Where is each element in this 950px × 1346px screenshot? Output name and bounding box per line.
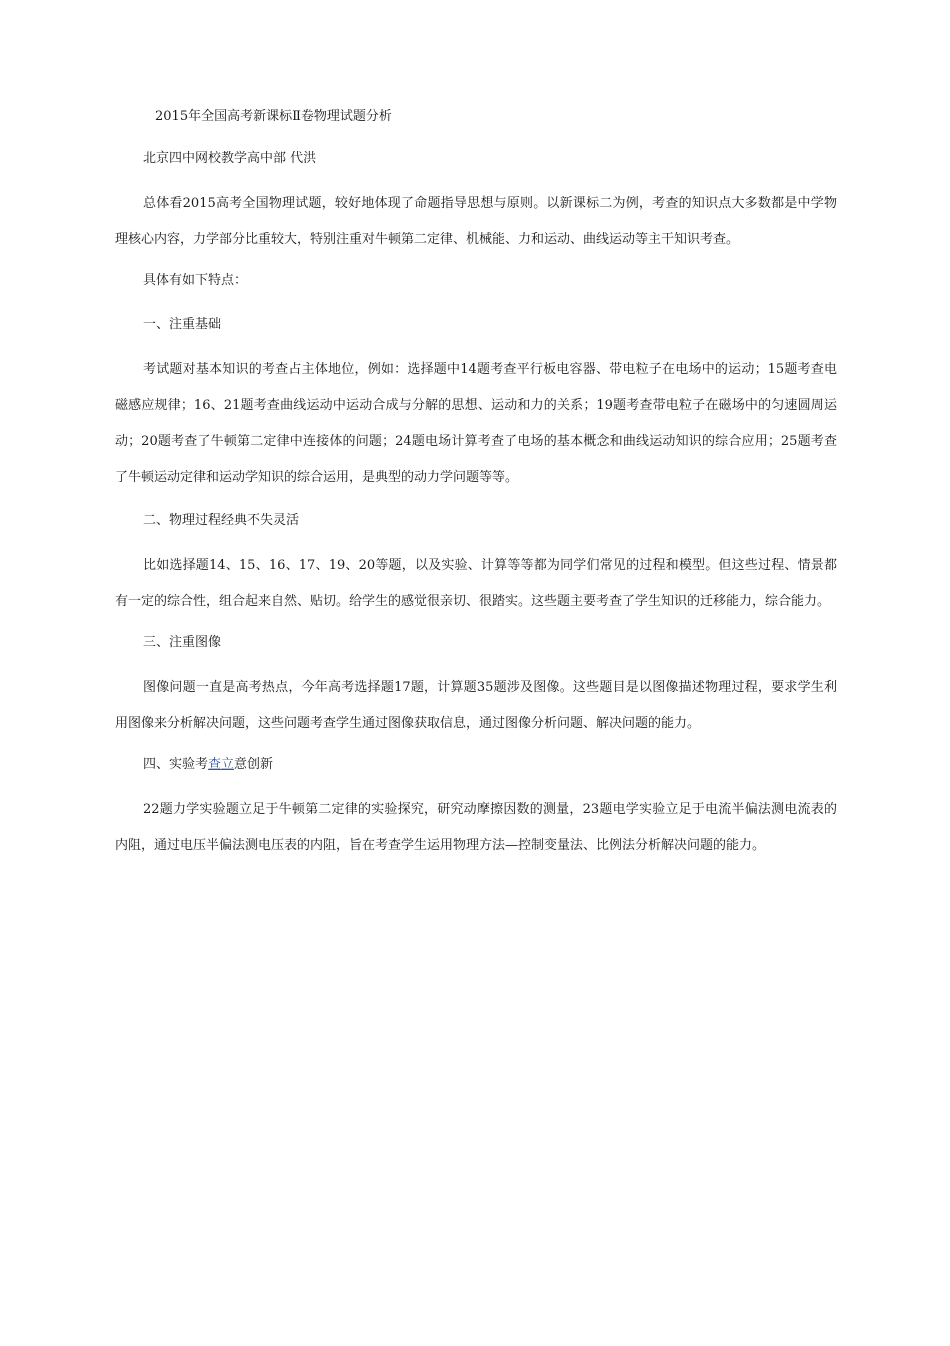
section-3-heading: 三、注重图像 xyxy=(143,635,222,650)
section-4-paragraph: 22题力学实验题立足于牛顿第二定律的实验探究，研究动摩擦因数的测量，23题电学实验立足于电流半偏法测电流表的内阻，通过电压半偏法测电压表的内阻，旨在考查学生运用物理方法—控制变量法、比例法分析解决问题的能力。 xyxy=(115,802,837,853)
document-title: 2015年全国高考新课标Ⅱ卷物理试题分析 xyxy=(155,109,392,124)
section-2-heading: 二、物理过程经典不失灵活 xyxy=(143,513,300,528)
section-4-heading-link[interactable]: 查立 xyxy=(208,757,235,772)
features-lead: 具体有如下特点： xyxy=(143,273,248,288)
section-1-heading: 一、注重基础 xyxy=(143,317,222,332)
section-4-heading-suffix: 意创新 xyxy=(234,757,274,772)
section-4-heading-prefix: 四、实验考 xyxy=(143,757,209,772)
intro-paragraph: 总体看2015高考全国物理试题，较好地体现了命题指导思想与原则。以新课标二为例，考查的知识点大多数都是中学物理核心内容，力学部分比重较大，特别注重对牛顿第二定律、机械能、力和运动、曲线运动等主干知识考查。 xyxy=(115,196,837,247)
section-1-paragraph: 考试题对基本知识的考查占主体地位，例如：选择题中14题考查平行板电容器、带电粒子在电场中的运动；15题考查电磁感应规律；16、21题考查曲线运动中运动合成与分解的思想、运动和力的关系；19题考查带电粒子在磁场中的匀速圆周运动；20题考查了牛顿第二定律中连接体的问题；24题电场计算考查了电场的基本概念和曲线运动知识的综合应用；25题考查了牛顿运动定律和运动学知识的综合运用，是典型的动力学问题等等。 xyxy=(115,362,837,485)
section-4-heading xyxy=(143,756,273,774)
section-2-paragraph: 比如选择题14、15、16、17、19、20等题，以及实验、计算等等都为同学们常见的过程和模型。但这些过程、情景都有一定的综合性，组合起来自然、贴切。给学生的感觉很亲切、很踏实。这些题主要考查了学生知识的迁移能力，综合能力。 xyxy=(115,558,837,609)
author-line: 北京四中网校教学高中部 代洪 xyxy=(143,151,317,166)
section-3-paragraph: 图像问题一直是高考热点，今年高考选择题17题，计算题35题涉及图像。这些题目是以图像描述物理过程，要求学生利用图像来分析解决问题，这些问题考查学生通过图像获取信息，通过图像分析问题、解决问题的能力。 xyxy=(115,680,837,731)
